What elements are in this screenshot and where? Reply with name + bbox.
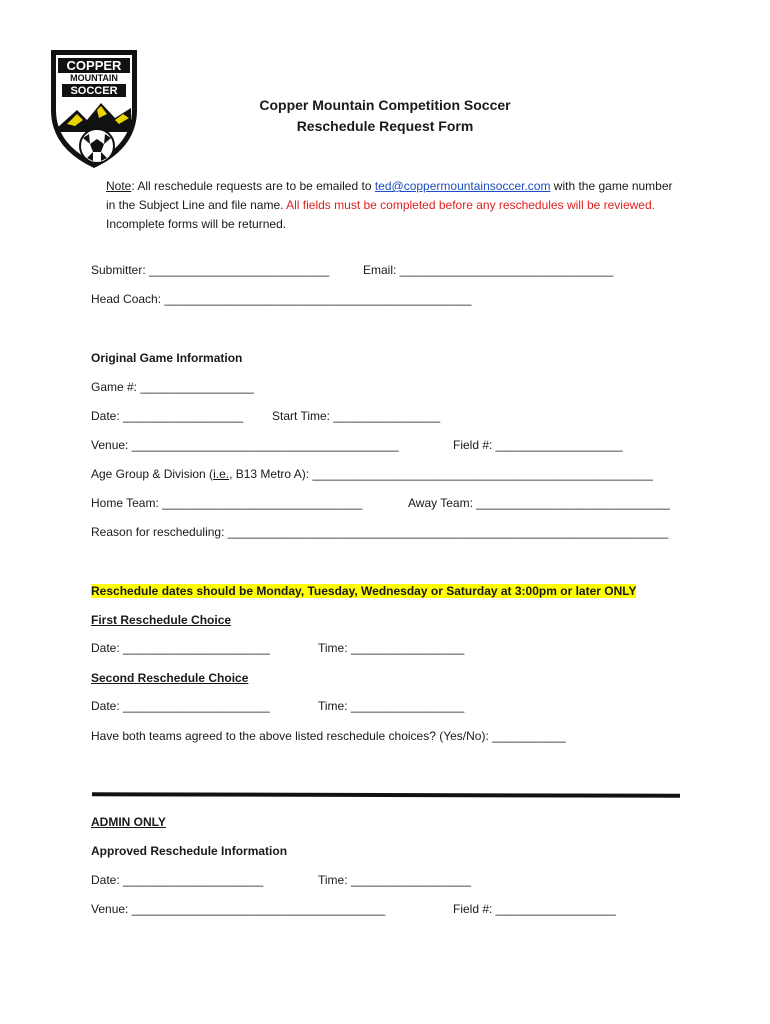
- logo-line1: COPPER: [66, 58, 122, 73]
- reschedule-notice-text: Reschedule dates should be Monday, Tuesday, Wednesday or Saturday at 3:00pm or later ONLY: [91, 584, 637, 598]
- teams-agreed-field[interactable]: Have both teams agreed to the above listed reschedule choices? (Yes/No): ___________: [91, 729, 566, 743]
- approved-venue-field[interactable]: Venue: ______________________________________: [91, 902, 386, 916]
- approved-time-field[interactable]: Time: __________________: [318, 873, 472, 887]
- note-text1: : All reschedule requests are to be emailed to: [131, 179, 375, 193]
- form-subtitle: Reschedule Request Form: [296, 118, 474, 134]
- email-field[interactable]: Email: ________________________________: [363, 263, 614, 277]
- approved-info-heading: Approved Reschedule Information: [91, 844, 288, 858]
- admin-only-heading: ADMIN ONLY: [91, 815, 166, 829]
- age-group-line: , B13 Metro A): ___________________________________________________: [229, 467, 653, 481]
- first-choice-time-field[interactable]: Time: _________________: [318, 641, 465, 655]
- head-coach-field[interactable]: Head Coach: ______________________________________________: [91, 292, 472, 306]
- first-choice-heading: First Reschedule Choice: [91, 613, 232, 627]
- reschedule-notice: [91, 584, 636, 598]
- home-team-field[interactable]: Home Team: ______________________________: [91, 496, 363, 510]
- form-title: Copper Mountain Competition Soccer: [259, 97, 511, 113]
- first-choice-date-field[interactable]: Date: ______________________: [91, 641, 270, 655]
- submitter-field[interactable]: Submitter: ___________________________: [91, 263, 330, 277]
- approved-date-field[interactable]: Date: _____________________: [91, 873, 264, 887]
- original-game-heading: Original Game Information: [91, 351, 243, 365]
- admin-divider: [92, 792, 680, 798]
- logo-line3: SOCCER: [70, 85, 118, 97]
- age-group-label: Age Group & Division (: [91, 467, 214, 481]
- note-warning: All fields must be completed before any reschedules will be reviewed.: [286, 198, 655, 212]
- note-text2: with the game number in the Subject Line and file name.: [106, 179, 673, 212]
- note-label: Note: [106, 179, 132, 193]
- age-group-field[interactable]: [91, 467, 653, 481]
- email-link[interactable]: ted@coppermountainsoccer.com: [374, 179, 551, 193]
- away-team-field[interactable]: Away Team: _____________________________: [408, 496, 670, 510]
- second-choice-time-field[interactable]: Time: _________________: [318, 699, 465, 713]
- game-number-field[interactable]: Game #: _________________: [91, 380, 254, 394]
- logo-line2: MOUNTAIN: [70, 73, 118, 83]
- field-number-field[interactable]: Field #: ___________________: [453, 438, 623, 452]
- venue-field[interactable]: Venue: ________________________________________: [91, 438, 399, 452]
- reason-field[interactable]: Reason for rescheduling: __________________________________________________________________: [91, 525, 669, 539]
- note-paragraph: [106, 177, 676, 234]
- approved-field-number-field[interactable]: Field #: __________________: [453, 902, 616, 916]
- original-date-field[interactable]: Date: __________________: [91, 409, 244, 423]
- start-time-field[interactable]: Start Time: ________________: [272, 409, 441, 423]
- ie-abbrev: i.e.: [213, 467, 230, 481]
- second-choice-heading: Second Reschedule Choice: [91, 671, 249, 685]
- note-text3: Incomplete forms will be returned.: [106, 217, 287, 231]
- second-choice-date-field[interactable]: Date: ______________________: [91, 699, 270, 713]
